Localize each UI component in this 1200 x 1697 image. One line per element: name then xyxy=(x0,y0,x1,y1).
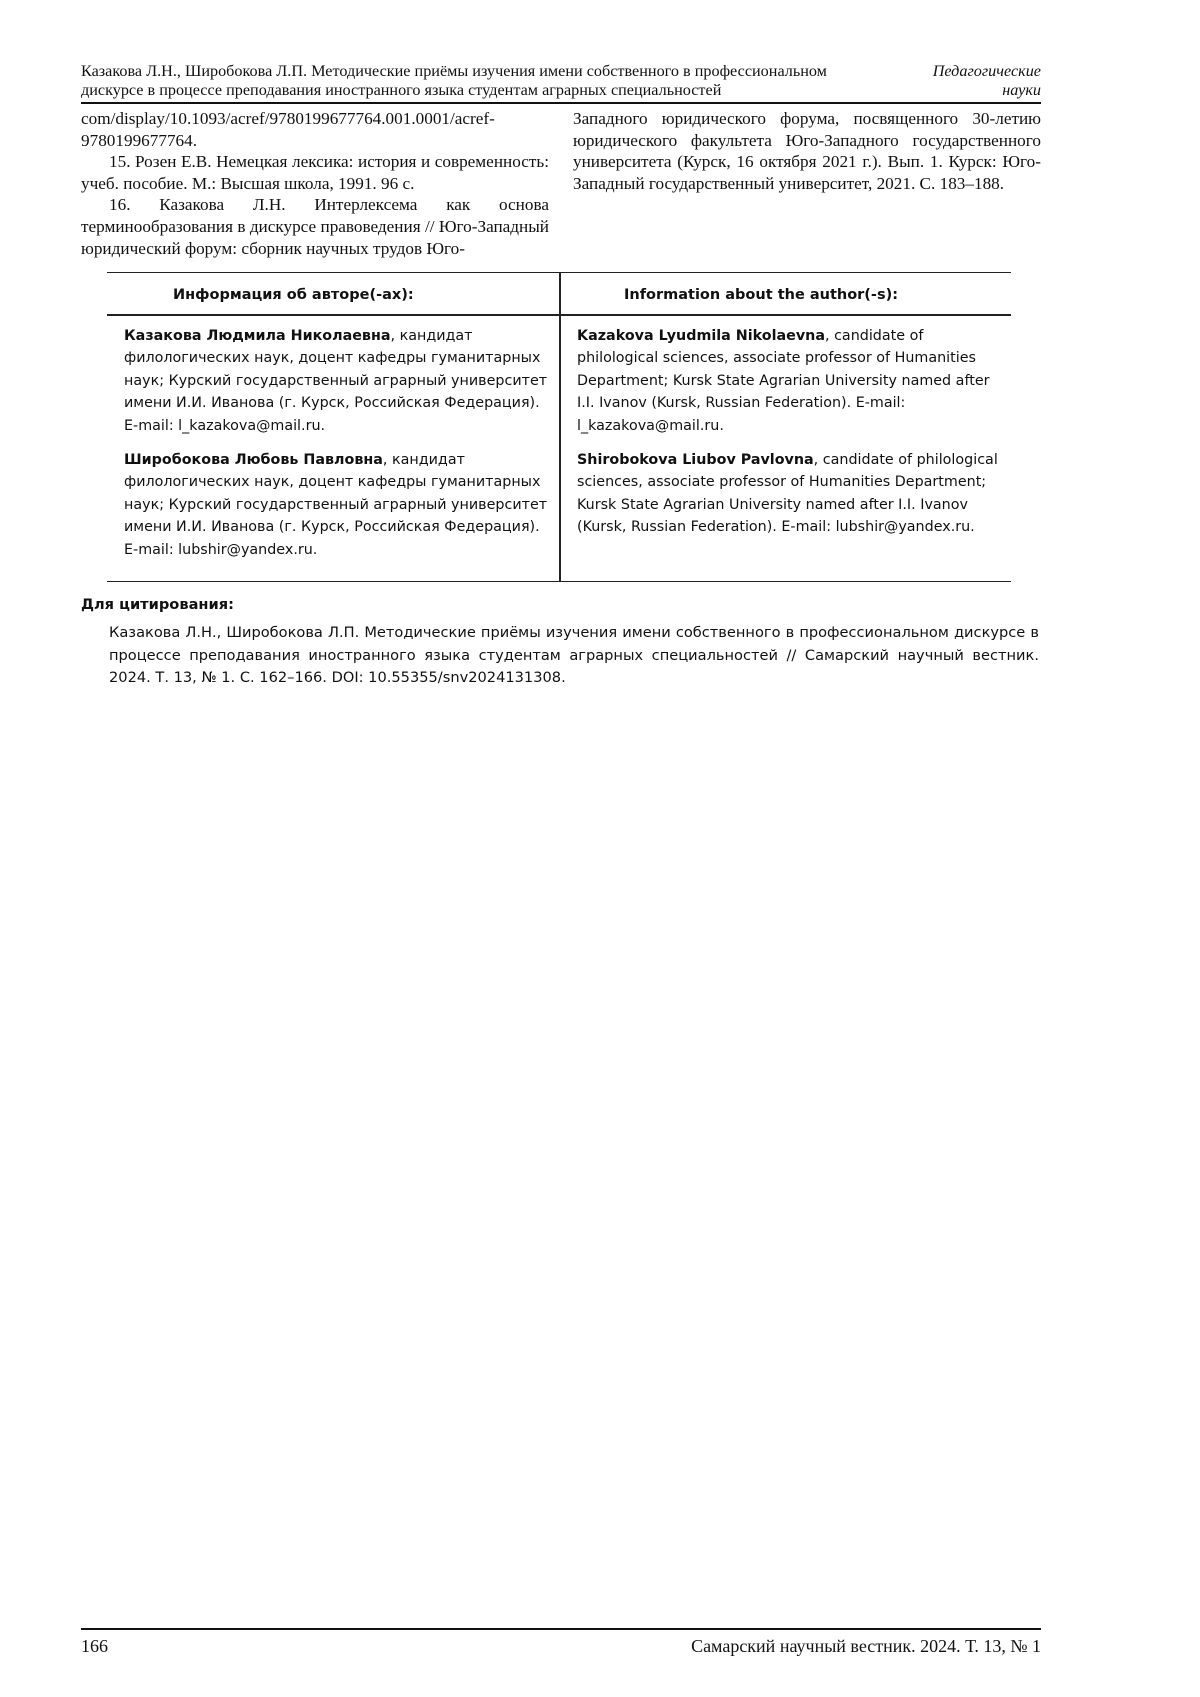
author-2-en-details: , candidate of philological sciences, associate professor of Humanities Department; Kursk State Agrarian University named after I.I. Ivanov (Kursk, Russian Federation). E-mail: lubshir@yandex.ru. xyxy=(577,452,998,536)
running-header xyxy=(81,62,1041,104)
author-2-ru-name: Широбокова Любовь Павловна xyxy=(124,452,383,468)
page-number: 166 xyxy=(81,1636,108,1656)
footer-rule xyxy=(81,1628,1041,1630)
header-title-line-1: Казакова Л.Н., Широбокова Л.П. Методические приёмы изучения имени собственного в профессиональном xyxy=(81,62,827,80)
header-section-name xyxy=(911,62,1041,100)
author-info-heading-en: Information about the author(-s): xyxy=(624,287,899,303)
reference-16-part-1: 16. Казакова Л.Н. Интерлексема как основа терминообразования в дискурсе правоведения // Юго-Западный юридический форум: сборник научных трудов Юго- xyxy=(81,195,549,258)
author-info-heading-ru: Информация об авторе(-ах): xyxy=(173,287,414,303)
header-rule xyxy=(81,102,1041,104)
header-title-line-2: дискурсе в процессе преподавания иностранного языка студентам аграрных специальностей xyxy=(81,81,722,99)
header-section-line-2: науки xyxy=(1002,81,1041,99)
author-2-ru-details: , кандидат филологических наук, доцент кафедры гуманитарных наук; Курский государственный аграрный университет имени И.И. Иванова (г. Курск, Российская Федерация). E-mail: lubshir@yandex.ru. xyxy=(124,452,548,558)
reference-continuation: com/display/10.1093/acref/9780199677764.001.0001/acref-9780199677764. xyxy=(81,109,495,150)
table-header-divider xyxy=(107,314,1011,316)
author-1-en xyxy=(577,325,1005,437)
reference-column-left xyxy=(81,108,549,259)
citation-text: Казакова Л.Н., Широбокова Л.П. Методические приёмы изучения имени собственного в профессиональном дискурсе в процессе преподавания иностранного языка студентам аграрных специальностей // Самарский научный вестник. 2024. Т. 13, № 1. С. 162–166. DOI: 10.55355/snv2024131308. xyxy=(109,624,1039,687)
header-section-line-1: Педагогические xyxy=(932,62,1041,80)
author-2-en xyxy=(577,449,1005,539)
reference-column-right xyxy=(573,108,1041,194)
author-2-ru xyxy=(124,449,550,561)
author-1-ru-details: , кандидат филологических наук, доцент кафедры гуманитарных наук; Курский государственный аграрный университет имени И.И. Иванова (г. Курск, Российская Федерация). E-mail: l_kazakova@mail.ru. xyxy=(124,328,548,434)
table-column-divider xyxy=(559,273,561,581)
page-footer xyxy=(81,1634,1041,1660)
citation-heading: Для цитирования: xyxy=(81,596,234,613)
author-2-en-name: Shirobokova Liubov Pavlovna xyxy=(577,452,814,468)
journal-issue: Самарский научный вестник. 2024. Т. 13, № 1 xyxy=(691,1636,1041,1656)
author-1-ru xyxy=(124,325,550,437)
author-1-en-details: , candidate of philological sciences, associate professor of Humanities Department; Kursk State Agrarian University named after I.I. Ivanov (Kursk, Russian Federation). E-mail: l_kazakova@mail.ru. xyxy=(577,328,990,434)
reference-15: 15. Розен Е.В. Немецкая лексика: история и современность: учеб. пособие. М.: Высшая школа, 1991. 96 с. xyxy=(81,152,549,193)
header-article-title xyxy=(81,62,901,100)
author-info-table xyxy=(107,272,1011,582)
reference-16-part-2: Западного юридического форума, посвященного 30-летию юридического факультета Юго-Западного государственного университета (Курск, 16 октября 2021 г.). Вып. 1. Курск: Юго-Западный государственный университет, 2021. С. 183–188. xyxy=(573,109,1041,193)
author-1-en-name: Kazakova Lyudmila Nikolaevna xyxy=(577,328,825,344)
author-1-ru-name: Казакова Людмила Николаевна xyxy=(124,328,391,344)
